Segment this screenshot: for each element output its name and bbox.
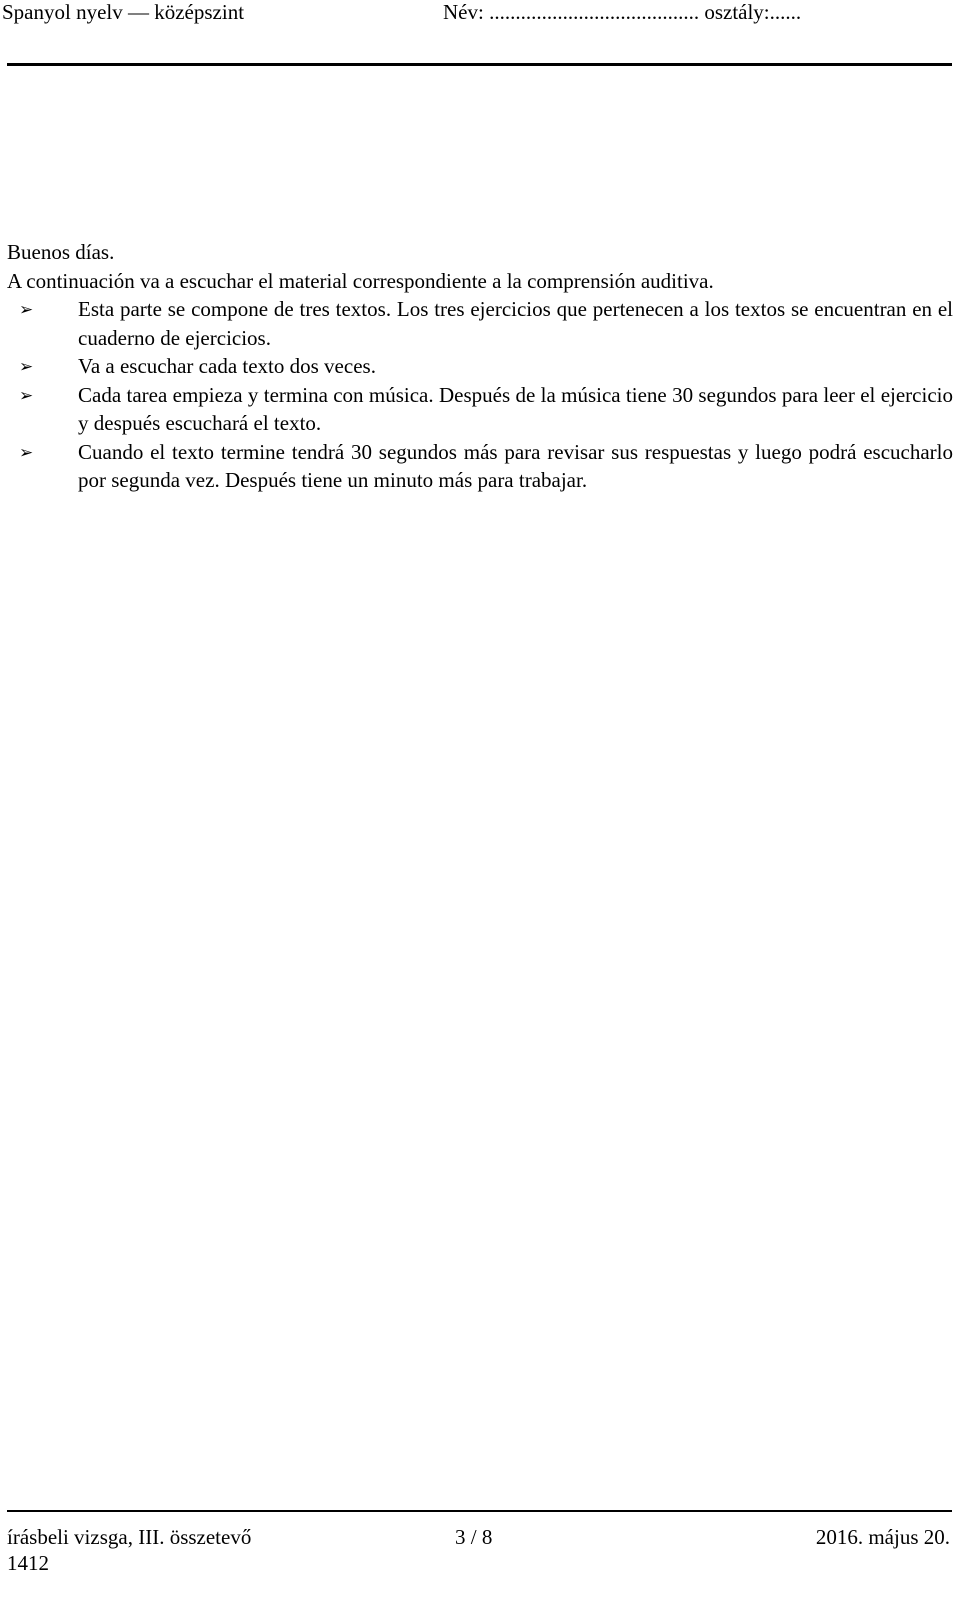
arrowhead-bullet-icon: ➢: [19, 300, 34, 320]
list-item: [7, 381, 953, 438]
footer-exam-part: írásbeli vizsga, III. összetevő: [7, 1525, 252, 1549]
list-item-text: Esta parte se compone de tres textos. Los tres ejercicios que pertenecen a los textos se encuentran en el cuaderno de ejercicios.: [78, 297, 953, 350]
page-header: [0, 0, 952, 28]
arrowhead-bullet-icon: ➢: [19, 385, 34, 406]
list-item: [7, 352, 953, 381]
header-subject: Spanyol nyelv — középszint: [2, 0, 245, 24]
instructions-content: [7, 238, 953, 495]
footer-page-number: 3 / 8: [455, 1525, 493, 1549]
intro-text: A continuación va a escuchar el material correspondiente a la comprensión auditiva.: [7, 268, 714, 293]
list-item: [7, 295, 953, 352]
greeting-text: Buenos días.: [7, 240, 115, 264]
list-item-text: Cuando el texto termine tendrá 30 segundos más para revisar sus respuestas y luego podrá escucharlo por segunda vez. Después tiene un minuto más para trabajar.: [78, 439, 953, 492]
arrowhead-bullet-icon: ➢: [19, 442, 34, 463]
footer-date: 2016. május 20.: [815, 1525, 950, 1549]
list-item: [7, 438, 953, 495]
header-name-field: Név: ........................................ osztály:......: [443, 0, 802, 24]
footer-code: 1412: [7, 1551, 49, 1575]
list-item-text: Va a escuchar cada texto dos veces.: [78, 354, 376, 378]
list-item-text: Cada tarea empieza y termina con música. Después de la música tiene 30 segundos para leer el ejercicio y después escuchará el texto.: [78, 382, 953, 435]
header-divider: [7, 63, 952, 66]
instructions-list: [7, 295, 953, 495]
footer-divider: [7, 1510, 952, 1512]
arrowhead-bullet-icon: ➢: [19, 357, 34, 377]
